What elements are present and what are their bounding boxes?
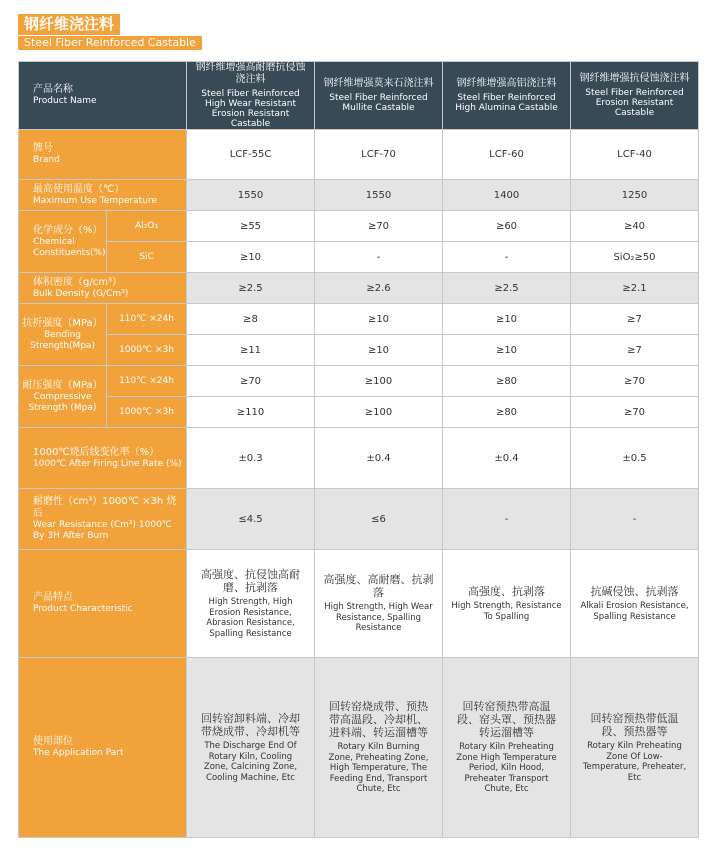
bending-row-2 — [19, 335, 699, 366]
compressive-label: 耐压强度（MPa） Compressive Strength (Mpa) — [19, 366, 107, 428]
table-cell: ≥100 — [315, 366, 443, 397]
table-cell: - — [443, 489, 571, 550]
brand-row — [19, 130, 699, 180]
sic-label: SiC — [107, 242, 187, 273]
table-cell: ≥10 — [187, 242, 315, 273]
table-cell: ≥70 — [315, 211, 443, 242]
spec-table — [18, 61, 699, 838]
table-cell: ≥80 — [443, 397, 571, 428]
table-cell: ≥80 — [443, 366, 571, 397]
table-cell: - — [571, 489, 699, 550]
brand-label: 牌号 Brand — [19, 130, 187, 180]
table-cell: ≥2.1 — [571, 273, 699, 304]
application-label: 使用部位 The Application Part — [19, 658, 187, 838]
linear-change-label: 1000℃烧后线变化率（%） 1000℃ After Firing Line Rate (%) — [19, 428, 187, 489]
compressive-row-1 — [19, 366, 699, 397]
table-cell: ≥2.6 — [315, 273, 443, 304]
table-cell: ≥70 — [571, 366, 699, 397]
table-cell: LCF-40 — [571, 130, 699, 180]
table-cell: 高强度、高耐磨、抗剥落 High Strength, High Wear Resistance, Spalling Resistance — [315, 550, 443, 658]
table-cell: LCF-70 — [315, 130, 443, 180]
table-cell: ≥10 — [443, 304, 571, 335]
density-row — [19, 273, 699, 304]
header-row — [19, 62, 699, 130]
table-cell: 1550 — [315, 180, 443, 211]
table-cell: 回转窑预热带低温段、预热器等 Rotary Kiln Preheating Zone Of Low-Temperature, Preheater, Etc — [571, 658, 699, 838]
al2o3-row — [19, 211, 699, 242]
max-temp-row — [19, 180, 699, 211]
product-col-4: 钢纤维增强抗侵蚀浇注料 Steel Fiber Reinforced Erosion Resistant Castable — [571, 62, 699, 130]
table-cell: ≤4.5 — [187, 489, 315, 550]
table-cell: 高强度、抗剥落 High Strength, Resistance To Spalling — [443, 550, 571, 658]
table-cell: ≥2.5 — [443, 273, 571, 304]
table-cell: SiO₂≥50 — [571, 242, 699, 273]
table-cell: ≥70 — [187, 366, 315, 397]
table-cell: ≥40 — [571, 211, 699, 242]
table-cell: ±0.3 — [187, 428, 315, 489]
bending-cond-2: 1000℃ ×3h — [107, 335, 187, 366]
table-cell: 回转窑预热带高温段、窑头罩、预热器转运溜槽等 Rotary Kiln Preheating Zone High Temperature Period, Kiln Hood, Preheater Transport Chute, Etc — [443, 658, 571, 838]
table-cell: ≥7 — [571, 304, 699, 335]
al2o3-label: Al₂O₃ — [107, 211, 187, 242]
wear-label: 耐磨性（cm³）1000℃ ×3h 烧后 Wear Resistance (Cm³) 1000℃ By 3H After Burn — [19, 489, 187, 550]
page-subtitle: Steel Fiber Reinforced Castable — [18, 36, 202, 50]
chem-label: 化学成分（%） Chemical Constituents(%) — [19, 211, 107, 273]
table-cell: 1550 — [187, 180, 315, 211]
max-temp-label: 最高使用温度（℃） Maximum Use Temperature — [19, 180, 187, 211]
table-cell: ≥10 — [443, 335, 571, 366]
application-row — [19, 658, 699, 838]
table-cell: ±0.4 — [315, 428, 443, 489]
table-cell: 1250 — [571, 180, 699, 211]
sic-row — [19, 242, 699, 273]
table-cell: ≥70 — [571, 397, 699, 428]
table-cell: 高强度、抗侵蚀高耐磨、抗剥落 High Strength, High Erosion Resistance, Abrasion Resistance, Spalling Resistance — [187, 550, 315, 658]
table-cell: - — [315, 242, 443, 273]
table-cell: ≥10 — [315, 304, 443, 335]
product-col-3: 钢纤维增强高铝浇注料 Steel Fiber Reinforced High Alumina Castable — [443, 62, 571, 130]
compressive-row-2 — [19, 397, 699, 428]
product-name-label: 产品名称 Product Name — [19, 62, 187, 130]
table-cell: 回转窑烧成带、预热带高温段、冷却机、进料端、转运溜槽等 Rotary Kiln Burning Zone, Preheating Zone, High Temperature, The Feeding End, Transport Chute, Etc — [315, 658, 443, 838]
linear-change-row — [19, 428, 699, 489]
table-cell: ±0.5 — [571, 428, 699, 489]
table-cell: ≤6 — [315, 489, 443, 550]
bending-label: 抗折强度（MPa） Bending Strength(Mpa) — [19, 304, 107, 366]
table-cell: ≥55 — [187, 211, 315, 242]
product-col-1: 钢纤维增强高耐磨抗侵蚀浇注料 Steel Fiber Reinforced High Wear Resistant Erosion Resistant Castable — [187, 62, 315, 130]
table-cell: 回转窑卸料端、冷却带烧成带、冷却机等 The Discharge End Of Rotary Kiln, Cooling Zone, Calcining Zone, Cooling Machine, Etc — [187, 658, 315, 838]
page-title: 钢纤维浇注料 — [18, 14, 120, 35]
table-cell: - — [443, 242, 571, 273]
characteristic-label: 产品特点 Product Characteristic — [19, 550, 187, 658]
table-cell: LCF-55C — [187, 130, 315, 180]
table-cell: 1400 — [443, 180, 571, 211]
table-cell: ≥10 — [315, 335, 443, 366]
density-label: 体积密度（g/cm³） Bulk Density (G/Cm³) — [19, 273, 187, 304]
characteristic-row — [19, 550, 699, 658]
bending-row-1 — [19, 304, 699, 335]
compressive-cond-2: 1000℃ ×3h — [107, 397, 187, 428]
bending-cond-1: 110℃ ×24h — [107, 304, 187, 335]
table-cell: ≥110 — [187, 397, 315, 428]
table-cell: 抗碱侵蚀、抗剥落 Alkali Erosion Resistance, Spalling Resistance — [571, 550, 699, 658]
table-cell: ≥11 — [187, 335, 315, 366]
table-cell: ≥60 — [443, 211, 571, 242]
table-cell: LCF-60 — [443, 130, 571, 180]
table-cell: ≥100 — [315, 397, 443, 428]
compressive-cond-1: 110℃ ×24h — [107, 366, 187, 397]
table-cell: ±0.4 — [443, 428, 571, 489]
table-cell: ≥2.5 — [187, 273, 315, 304]
product-col-2: 钢纤维增强莫来石浇注料 Steel Fiber Reinforced Mullite Castable — [315, 62, 443, 130]
table-cell: ≥7 — [571, 335, 699, 366]
table-cell: ≥8 — [187, 304, 315, 335]
wear-row — [19, 489, 699, 550]
